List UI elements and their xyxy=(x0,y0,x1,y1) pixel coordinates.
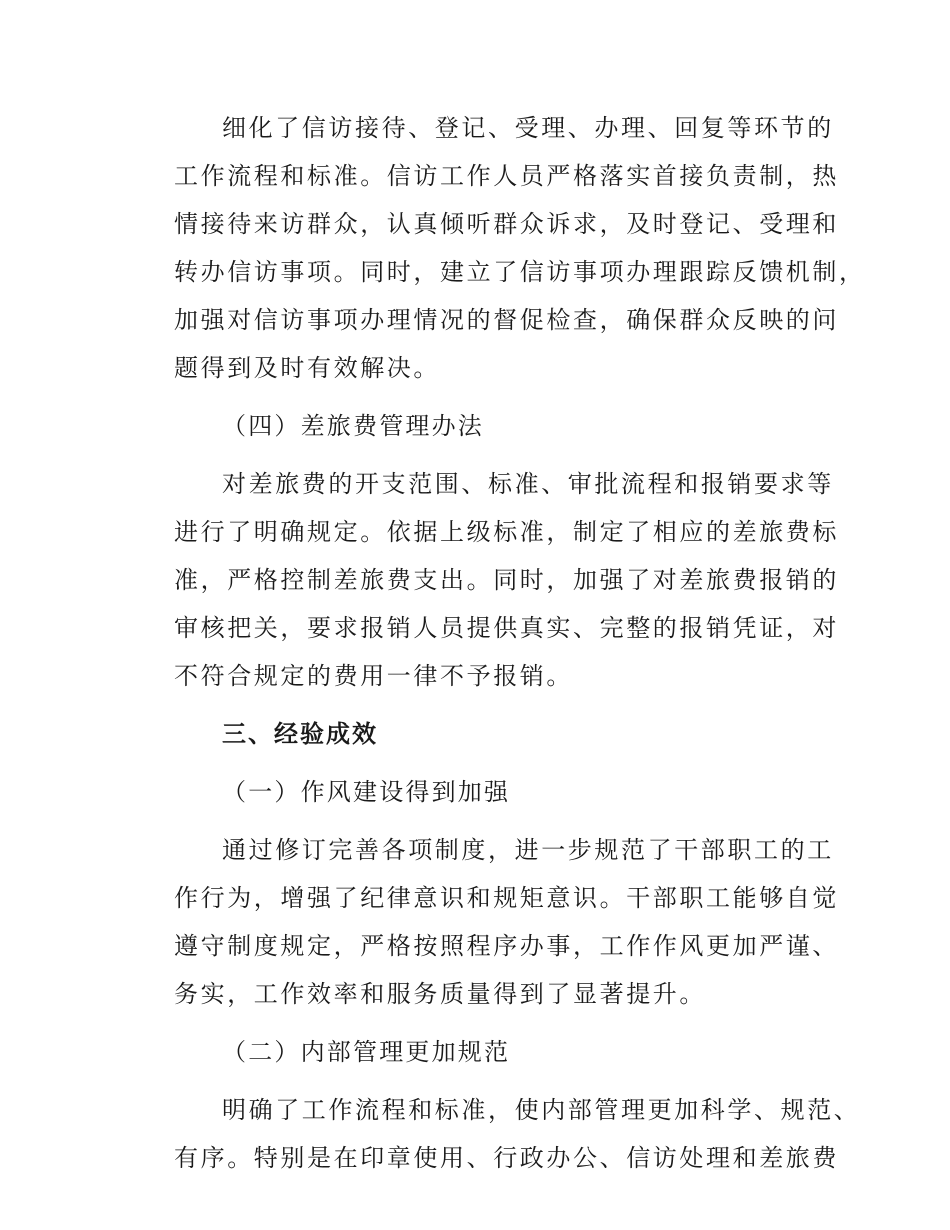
paragraph-line: 加强对信访事项办理情况的督促检查，确保群众反映的问 xyxy=(174,306,839,334)
paragraph-line: 遵守制度规定，严格按照程序办事，工作作风更加严谨、 xyxy=(174,932,839,960)
paragraph-line: 有序。特别是在印章使用、行政办公、信访处理和差旅费 xyxy=(174,1144,839,1172)
paragraph-line: 进行了明确规定。依据上级标准，制定了相应的差旅费标 xyxy=(174,518,839,546)
paragraph-line: 审核把关，要求报销人员提供真实、完整的报销凭证，对 xyxy=(174,614,839,642)
paragraph-line: 明确了工作流程和标准，使内部管理更加科学、规范、 xyxy=(222,1096,861,1124)
paragraph-line: 不符合规定的费用一律不予报销。 xyxy=(174,662,573,690)
paragraph-line: 情接待来访群众，认真倾听群众诉求，及时登记、受理和 xyxy=(174,210,839,238)
section-subheading: （二）内部管理更加规范 xyxy=(222,1038,511,1066)
paragraph-line: 工作流程和标准。信访工作人员严格落实首接负责制，热 xyxy=(174,162,839,190)
paragraph-line: 细化了信访接待、登记、受理、办理、回复等环节的 xyxy=(222,114,834,142)
paragraph-line: 转办信访事项。同时，建立了信访事项办理跟踪反馈机制， xyxy=(174,258,866,286)
paragraph-line: 题得到及时有效解决。 xyxy=(174,354,440,382)
paragraph-line: 通过修订完善各项制度，进一步规范了干部职工的工 xyxy=(222,836,834,864)
paragraph-line: 对差旅费的开支范围、标准、审批流程和报销要求等 xyxy=(222,470,834,498)
section-heading: 三、经验成效 xyxy=(222,720,378,748)
paragraph-line: 作行为，增强了纪律意识和规矩意识。干部职工能够自觉 xyxy=(174,884,839,912)
paragraph-line: 务实，工作效率和服务质量得到了显著提升。 xyxy=(174,980,706,1008)
section-subheading: （一）作风建设得到加强 xyxy=(222,778,511,806)
paragraph-line: 准，严格控制差旅费支出。同时，加强了对差旅费报销的 xyxy=(174,566,839,594)
section-subheading: （四）差旅费管理办法 xyxy=(222,412,484,440)
